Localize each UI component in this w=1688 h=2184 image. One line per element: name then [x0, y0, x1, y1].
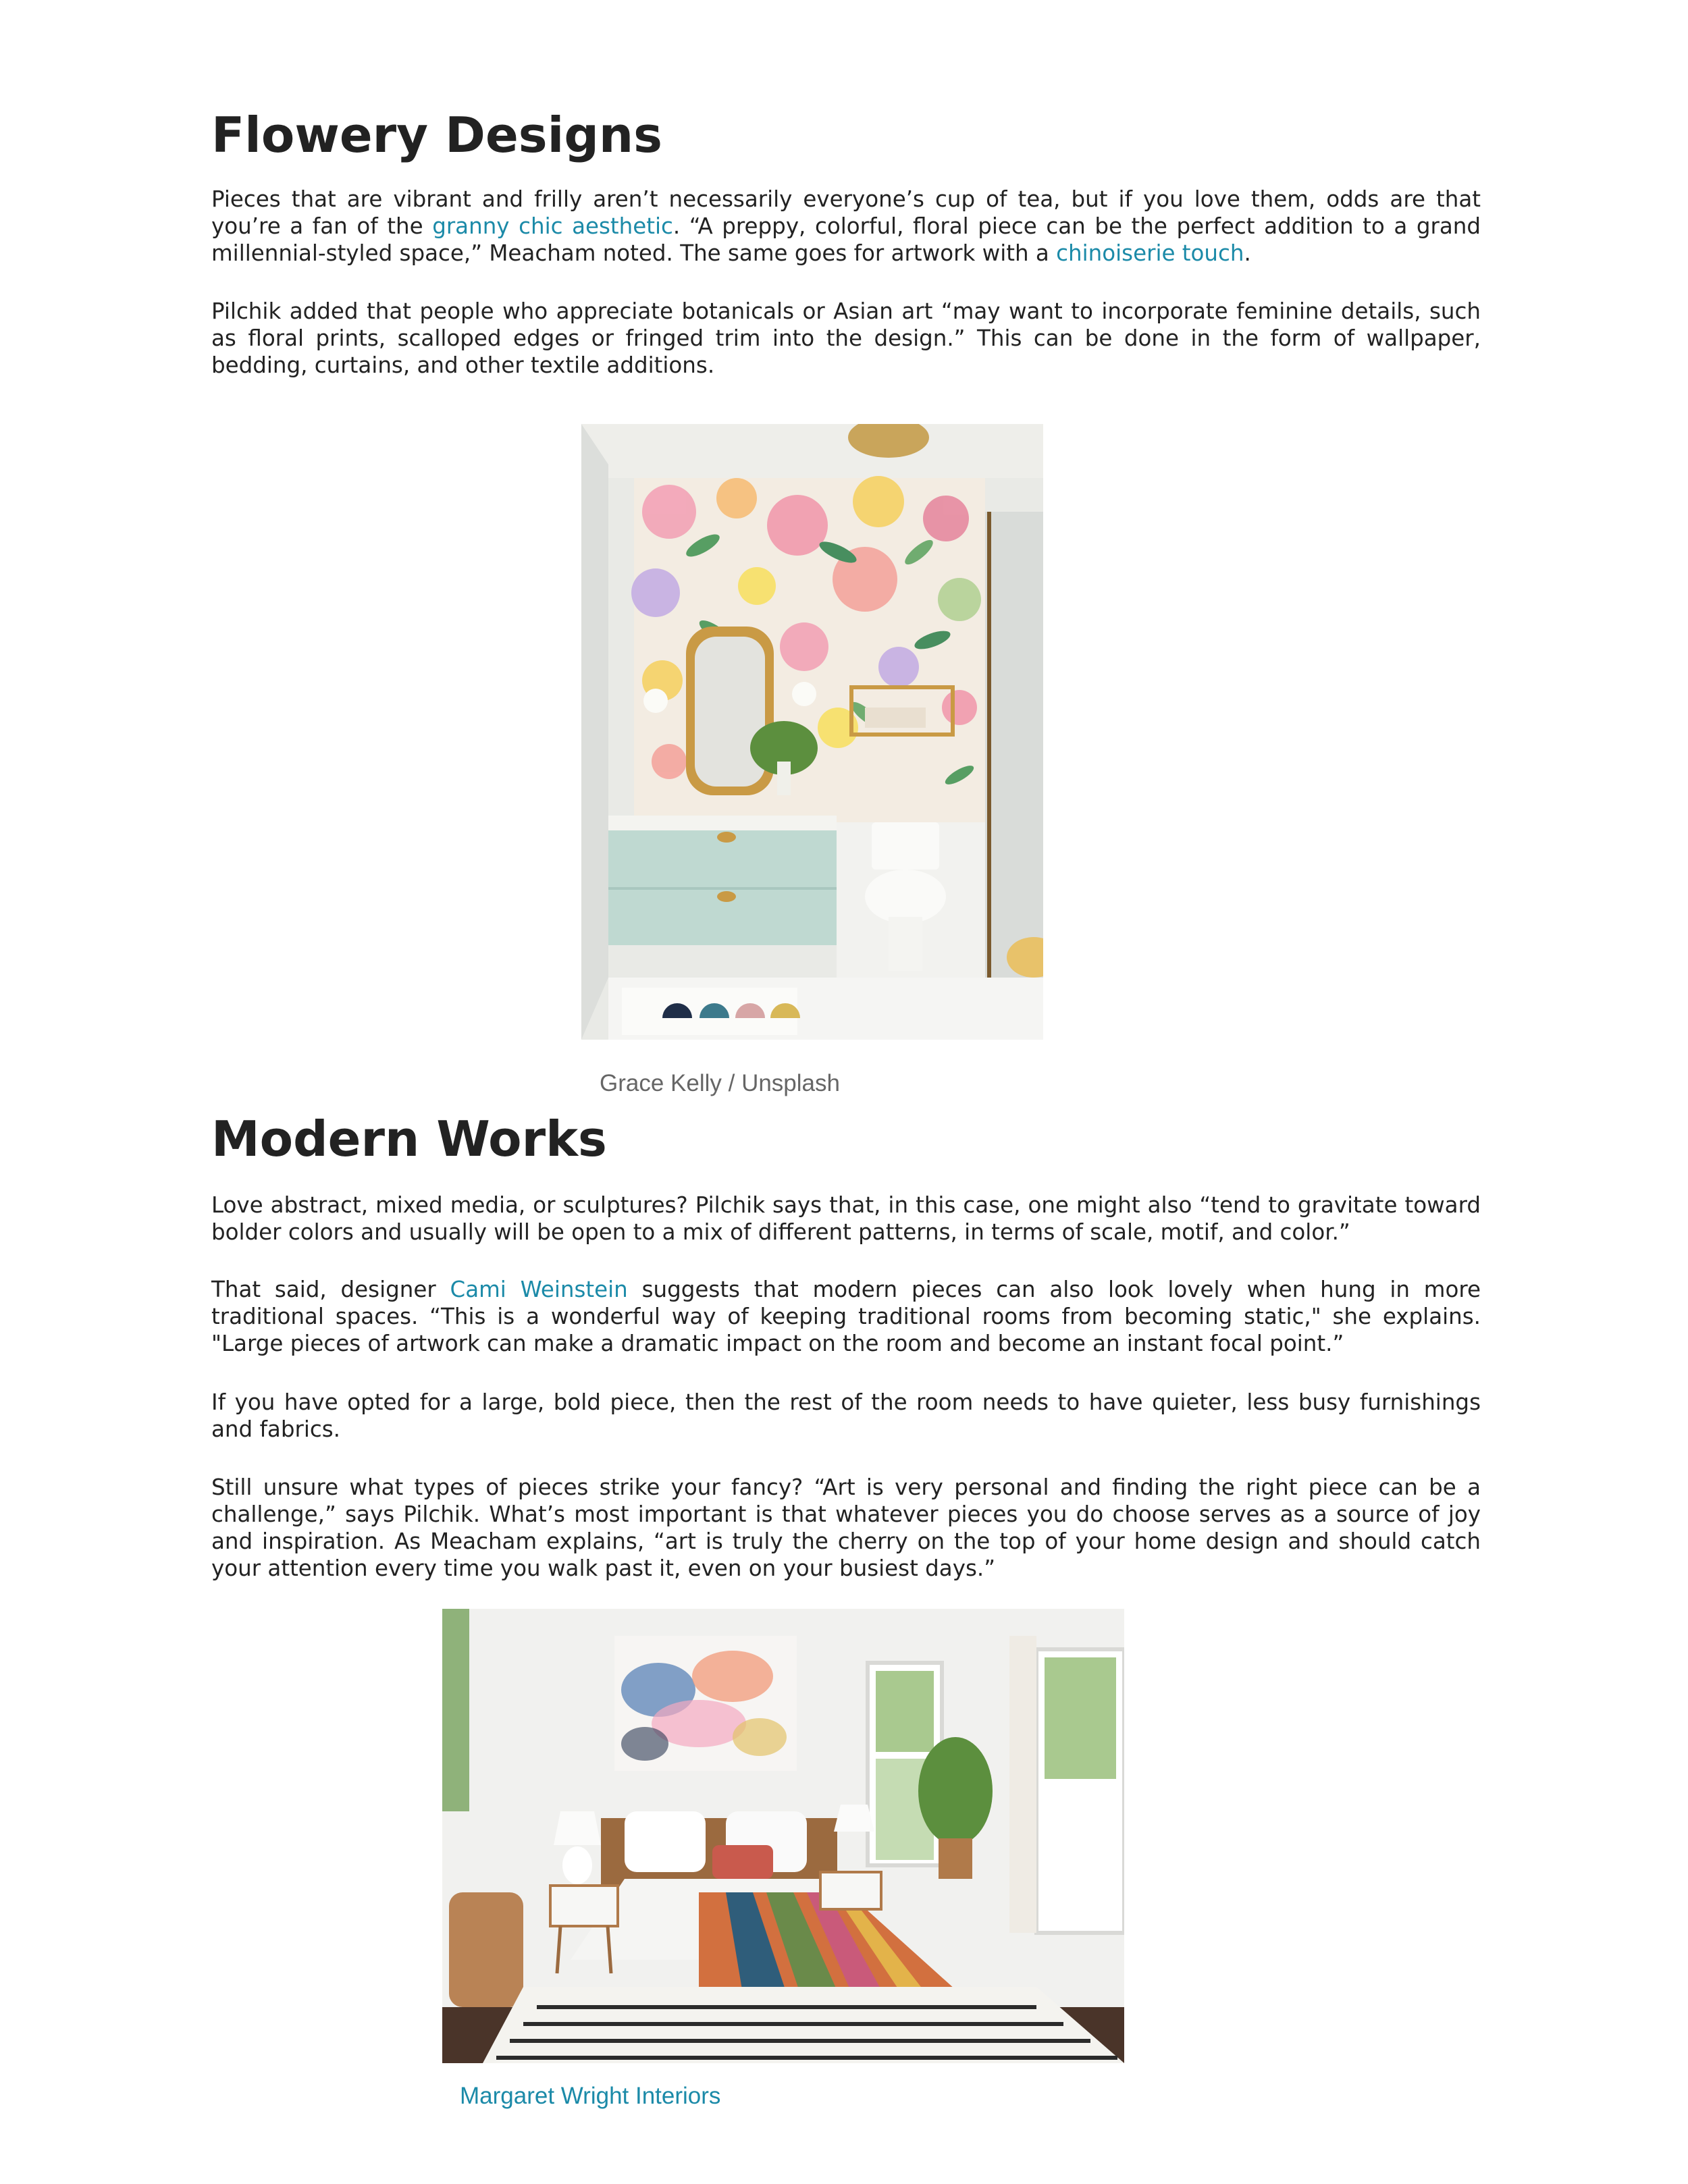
paragraph: Pilchik added that people who appreciate botanicals or Asian art “may want to incorporate feminine details, such as floral prints, scalloped edges or fringed trim into the design.” This can be done in the form of wallpaper, bedding, curtains, and other textile additions. — [211, 298, 1481, 378]
link-chinoiserie-touch[interactable]: chinoiserie touch — [1056, 240, 1244, 266]
text-run: . — [1244, 240, 1251, 266]
link-cami-weinstein[interactable]: Cami Weinstein — [450, 1277, 628, 1302]
paragraph — [211, 1276, 1481, 1357]
bathroom-photo — [581, 424, 1043, 1040]
image-credit-margaret-wright[interactable]: Margaret Wright Interiors — [460, 2083, 721, 2109]
paragraph: If you have opted for a large, bold piece, then the rest of the room needs to have quieter, less busy furnishings and fabrics. — [211, 1389, 1481, 1442]
bedroom-photo — [442, 1609, 1124, 2063]
text-run: . “A preppy, colorful, floral piece can be the perfect addition to a grand millennial-styled space,” Meacham noted. The same goes for artwork with a — [211, 213, 1481, 266]
link-granny-chic-aesthetic[interactable]: granny chic aesthetic — [432, 213, 673, 239]
paragraph: Still unsure what types of pieces strike your fancy? “Art is very personal and finding the right piece can be a challenge,” says Pilchik. What’s most important is that whatever pieces you do choose serves as a source of joy and inspiration. As Meacham explains, “art is truly the cherry on the top of your home design and should catch your attention every time you walk past it, even on your busiest days.” — [211, 1474, 1481, 1581]
text-run: Pieces that are vibrant and frilly aren’t necessarily everyone’s cup of tea, but if you love them, odds are that you’re a fan of the — [211, 186, 1481, 239]
image-credit-grace-kelly: Grace Kelly / Unsplash — [600, 1070, 840, 1096]
paragraph — [211, 186, 1481, 267]
paragraph: Love abstract, mixed media, or sculptures? Pilchik says that, in this case, one might also “tend to gravitate toward bolder colors and usually will be open to a mix of different patterns, in terms of scale, motif, and color.” — [211, 1192, 1481, 1245]
section-heading-modern-works: Modern Works — [211, 1111, 607, 1167]
bedroom-illustration — [442, 1609, 1124, 2063]
text-run: suggests that modern pieces can also look lovely when hung in more traditional spaces. “This is a wonderful way of keeping traditional rooms from becoming static," she explains. "Large pieces of artwork can make a dramatic impact on the room and become an instant focal point.” — [211, 1277, 1481, 1356]
section-heading-flowery-designs: Flowery Designs — [211, 107, 662, 163]
bathroom-illustration — [581, 424, 1043, 1040]
text-run: That said, designer — [211, 1277, 450, 1302]
